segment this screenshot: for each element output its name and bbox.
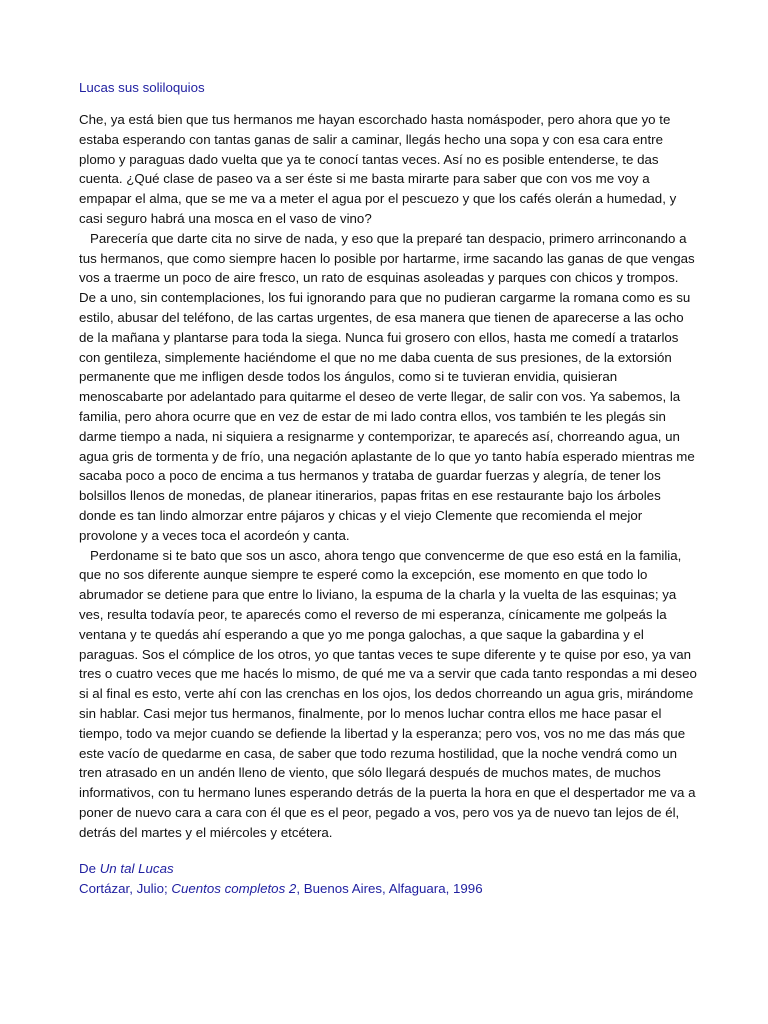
document-title: Lucas sus soliloquios — [79, 80, 205, 95]
source-book-title: Un tal Lucas — [99, 861, 174, 877]
paragraph-3: Perdoname si te bato que sos un asco, ahora tengo que convencerme de que eso está en la familia, que no sos diferente aunque siempre te esperé como la excepción, ese momento en que todo lo abrumador se detiene para que entre lo liviano, la espuma de la charla y la vuelta de las esquinas; ya ves, resulta todavía peor, te aparecés como el reverso de mi esperanza, cínicamente me golpeás la ventana y te quedás ahí esperando a que yo me ponga galochas, a que saque la gabardina y el paraguas. Sos el cómplice de los otros, yo que tantas veces te supe diferente y te quise por eso, ya van tres o cuatro veces que me hacés lo mismo, de qué me va a servir que cada tanto respondas a mi deseo si al final es esto, verte ahí con las crenchas en los ojos, los dedos chorreando un agua gris, mirándome sin hablar. Casi mejor tus hermanos, finalmente, por lo menos luchar contra ellos me hace pasar el tiempo, todo va mejor cuando se defiende la libertad y la esperanza; pero vos, vos no me das más que este vacío de quedarme en casa, de saber que todo rezuma hostilidad, que la noche vendrá como un tren atrasado en un andén lleno de viento, que sólo llegará después de muchos mates, de muchos informativos, con tu hermano lunes esperando detrás de la puerta la hora en que el despertador me va a poner de nuevo cara a cara con él que es el peor, pegado a vos, pero vos ya de nuevo tan lejos de él, detrás del martes y el miércoles y etcétera. — [79, 547, 697, 840]
source-collection-title: Cuentos completos 2 — [171, 881, 297, 897]
paragraph-1: Che, ya está bien que tus hermanos me hayan escorchado hasta nomáspoder, pero ahora que yo te estaba esperando con tantas ganas de salir a caminar, llegás hecho una sopa y con esa cara entre plomo y paraguas dado vuelta que ya te conocí tantas veces. Así no es posible entenderse, te das cuenta. ¿Qué clase de paseo va a ser éste si me basta mirarte para saber que con vos me voy a empapar el alma, que se me va a meter el agua por el pescuezo y que los cafés olerán a humedad, y casi seguro habrá una mosca en el vaso de vino? — [79, 112, 677, 226]
source-prefix: De — [79, 861, 100, 877]
source-publication: , Buenos Aires, Alfaguara, 1996 — [296, 881, 483, 897]
paragraph-2: Parecería que darte cita no sirve de nada, y eso que la preparé tan despacio, primero arrinconando a tus hermanos, que como siempre hacen lo posible por hartarme, irme sacando las ganas de que vengas vos a traerme un poco de aire fresco, un rato de esquinas asoleadas y parques con chicos y trompos. De a uno, sin contemplaciones, los fui ignorando para que no pudieran cargarme la romana como es su estilo, abusar del teléfono, de las cartas urgentes, de esa manera que tienen de aparecerse a las ocho de la mañana y plantarse para toda la siega. Nunca fui grosero con ellos, hasta me comedí a tratarlos con gentileza, simplemente haciéndome el que no me daba cuenta de sus presiones, de la extorsión permanente que me infligen desde todos los ángulos, como si te tuvieran envidia, quisieran menoscabarte por adelantado para quitarme el deseo de verte llegar, de salir con vos. Ya sabemos, la familia, pero ahora ocurre que en vez de estar de mi lado contra ellos, vos también te les plegás sin darme tiempo a nada, ni siquiera a resignarme y contemporizar, te aparecés así, chorreando agua, un agua gris de tormenta y de frío, una negación aplastante de lo que yo tanto había esperado mientras me sacaba poco a poco de encima a tus hermanos y trataba de guardar fuerzas y alegría, de tener los bolsillos llenos de monedas, de planear itinerarios, papas fritas en ese restaurante bajo los árboles donde es tan lindo almorzar entre pájaros y chicas y el viejo Clemente que recomienda el mejor provolone y a veces toca el acordeón y canta. — [79, 230, 695, 543]
source-line-2 — [79, 879, 697, 899]
source-citation — [79, 859, 697, 899]
document-page — [79, 78, 697, 899]
source-line-1 — [79, 859, 697, 879]
source-author: Cortázar, Julio; — [79, 881, 172, 897]
